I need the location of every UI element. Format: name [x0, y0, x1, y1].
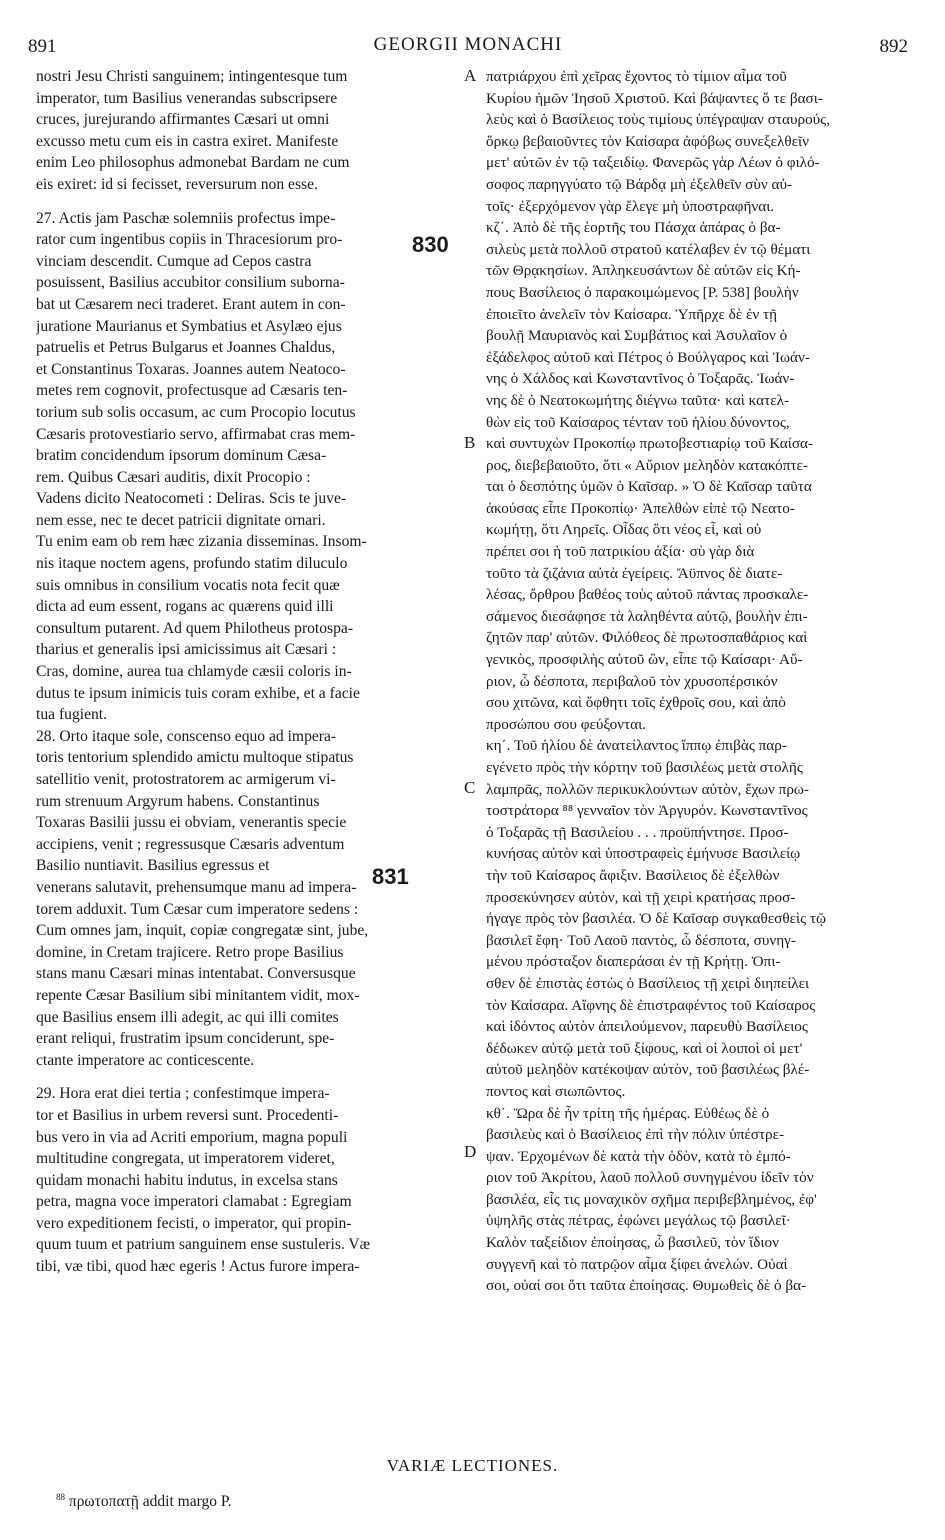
latin-text-line: dicta ad eum essent, rogans ac quærens quid illi — [36, 598, 334, 616]
greek-text-line: λέσας, ὄρθρου βαθέος τοὺς αὐτοῦ πάντας προσκαλε- — [486, 586, 809, 604]
latin-text-line: vinciam descendit. Cumque ad Cepos castra — [36, 252, 312, 270]
latin-text-line: excusso metu cum eis in castra exiret. Manifeste — [36, 132, 339, 150]
latin-text-line: stans manu Cæsari minas intentabat. Conversusque — [36, 965, 356, 983]
latin-text-line: suis omnibus in consilium vocatis nota fecit quæ — [36, 576, 340, 594]
latin-column — [36, 66, 454, 1278]
latin-text-line: multitudine congregata, ut imperatorem videret, — [36, 1150, 335, 1168]
greek-text-line: ὑψηλῆς στὰς πέτρας, ἐφώνει μεγάλως τῷ βασιλεῖ· — [486, 1212, 791, 1230]
latin-text-line: posuissent, Basilius accubitor consilium suborna- — [36, 274, 345, 292]
latin-text-line: Tu enim eam ob rem hæc zizania disseminas. Insom- — [36, 533, 367, 551]
greek-text-line: κθ΄. Ὥρα δὲ ἦν τρίτη τῆς ἡμέρας. Εὐθέως δὲ ὁ — [486, 1104, 770, 1122]
latin-text-line: et Constantinus Toxaras. Joannes autem Neatoco- — [36, 360, 346, 378]
greek-text-line: ριον τοῦ Ἀκρίτου, λαοῦ πολλοῦ συνηγμένου ἰδεῖν τὸν — [486, 1169, 814, 1187]
greek-text-line: σου χιτῶνα, καὶ ὄφθητι τοῖς ἐχθροῖς σου, καὶ ἀπὸ — [486, 694, 786, 712]
latin-text-line: nis itaque noctem agens, profundo statim diluculo — [36, 555, 348, 573]
greek-text-line: βουλῇ Μαυριανὸς καὶ Συμβάτιος καὶ Ἀσυλαῖον ὁ — [486, 327, 788, 345]
latin-text-line: toris tentorium splendido amictu multoque stipatus — [36, 749, 354, 767]
latin-text-line: Cras, domine, aurea tua chlamyde cæsii coloris in- — [36, 663, 352, 681]
greek-text-line: καὶ συντυχὼν Προκοπίῳ πρωτοβεστιαρίῳ τοῦ Καίσα- — [486, 435, 814, 453]
latin-text-line: metes rem cognovit, profectusque ad Cæsaris ten- — [36, 382, 348, 400]
latin-text-line: erant reliqui, frustratim ipsum conciderunt, spe- — [36, 1030, 335, 1048]
latin-text-line: 27. Actis jam Paschæ solemniis profectus impe- — [36, 209, 336, 227]
greek-text-line: προσώπου σου φεύξονται. — [486, 715, 646, 733]
greek-text-line: θὼν εἰς τοῦ Καίσαρος τένταν τοῦ ἡλίου δύνοντος, — [486, 413, 790, 431]
latin-text-line: vero expeditionem fecisti, o imperator, qui propin- — [36, 1214, 352, 1232]
latin-text-line: 29. Hora erat diei tertia ; confestimque impera- — [36, 1085, 330, 1103]
greek-text-line: ἐποιεῖτο ἀνελεῖν τὸν Καίσαρα. Ὑπῆρχε δὲ ἐν τῇ — [486, 305, 778, 323]
footnote — [56, 1492, 232, 1511]
greek-text-line: εγένετο πρὸς τὴν κόρτην τοῦ βασιλέως μετὰ στολῆς — [486, 759, 803, 776]
greek-text-line: σιλεὺς μετὰ πολλοῦ στρατοῦ κατέλαβεν ἐν τῷ θέματι — [486, 240, 811, 258]
greek-text-line: νης δὲ ὁ Νεατοκωμήτης διέγνω ταῦτα· καὶ κατελ- — [486, 391, 790, 409]
greek-text-line: ἀκούσας εἶπε Προκοπίῳ· Ἀπελθὼν εἰπὲ τῷ Νεατο- — [486, 499, 795, 517]
greek-text-line: βασιλεὺς καὶ ὁ Βασίλειος ἐπὶ τὴν πόλιν ὑπέστρε- — [486, 1126, 785, 1144]
greek-text-line: ὁ Τοξαρᾶς τῇ Βασιλείου . . . προϋπήντησε. Προσ- — [486, 823, 789, 841]
greek-text-line: καὶ ἰδόντος αὐτὸν ἀπειλούμενον, παρευθὺ Βασίλειος — [486, 1018, 808, 1036]
greek-text-line: πατριάρχου ἐπὶ χεῖρας ἔχοντος τὸ τίμιον αἷμα τοῦ — [486, 68, 787, 85]
latin-text-line: Basilio nuntiavit. Basilius egressus et — [36, 857, 270, 875]
greek-text-line: αὐτοῦ μεληδὸν κατέκοψαν αὐτὸν, τοῦ βασιλέως βλέ- — [486, 1061, 810, 1079]
greek-text-line: σοι, οὐαί σοι ὅτι ταῦτα ἐποίησας. Θυμωθεὶς δὲ ὁ βα- — [486, 1277, 807, 1295]
latin-text-line: satellitio venit, protostratorem ac armigerum vi- — [36, 771, 336, 788]
greek-text-line: λεὺς καὶ ὁ Βασίλειος τοὺς τιμίους ὑπέγραψαν σταυρούς, — [486, 111, 830, 129]
latin-text-line: tibi, væ tibi, quod hæc egeris ! Actus furore impera- — [36, 1258, 360, 1276]
latin-text-line: eis exiret: id si fecisset, reversurum non esse. — [36, 175, 318, 193]
greek-text-line: κη΄. Τοῦ ἡλίου δὲ ἀνατείλαντος ἵππῳ ἐπιβὰς παρ- — [486, 737, 787, 755]
latin-text-line: quidam monachi habitu indutus, in excelsa stans — [36, 1171, 338, 1189]
footnote-number: 88 — [56, 1492, 65, 1502]
latin-text-line: tua fugient. — [36, 706, 108, 724]
latin-text-line: nostri Jesu Christi sanguinem; intingentesque tum — [36, 68, 348, 85]
latin-text-line: repente Cæsar Basilium sibi minitantem vidit, mox- — [36, 986, 360, 1004]
margin-letters — [454, 66, 486, 1446]
greek-text-line: τὴν τοῦ Καίσαρος ἄφιξιν. Βασίλειος δὲ ἐξελθὼν — [486, 866, 780, 884]
latin-text-line: dutus te ipsum inimicis tuis coram exhibe, et a facie — [36, 684, 360, 702]
margin-letter-c: C — [464, 778, 476, 797]
greek-text-line: ήγαγε πρὸς τὸν βασιλέα. Ὁ δὲ Καῖσαρ συγκαθεσθεὶς τῷ — [486, 910, 826, 928]
greek-text-line: τῶν Θρᾳκησίων. Ἀπληκευσάντων δὲ αὐτῶν εἰς Κή- — [486, 262, 801, 280]
latin-text-line: quum tuum et patrium sanguinem ense sustuleris. Væ — [36, 1236, 371, 1254]
greek-text-line: Κυρίου ἡμῶν Ἰησοῦ Χριστοῦ. Καὶ βάψαντες ὅ τε βασι- — [486, 89, 823, 107]
latin-text-line: tor et Basilius in urbem reversi sunt. Procedenti- — [36, 1106, 339, 1124]
greek-text-line: ψαν. Ἐρχομένων δὲ κατὰ τὴν ὁδὸν, κατὰ τὸ ἐμπό- — [486, 1147, 791, 1165]
latin-text-line: rator cum ingentibus copiis in Thracesiorum pro- — [36, 231, 343, 249]
footnote-text: πρωτοπατῇ addit margo P. — [68, 1493, 232, 1511]
latin-text-line: nem esse, nec te decet patricii dignitate ornari. — [36, 511, 326, 529]
greek-text-line: σάμενος διεσάφησε τὰ λαληθέντα αὐτῷ, βουλὴν ἐπι- — [486, 607, 808, 625]
latin-text-line: domine, in Cretam trajicere. Retro prope Basilius — [36, 943, 344, 961]
greek-text-line: μετ' αὐτῶν ἐν τῷ ταξειδίῳ. Φανερῶς γὰρ Λέων ὁ φιλό- — [486, 154, 820, 172]
latin-text-line — [36, 196, 454, 208]
latin-text-line: que Basilius ensem illi adegit, ac qui illi comites — [36, 1008, 339, 1026]
greek-text-line: τοῖς· ἐξερχόμενον γὰρ ἔλεγε μὴ ὑποστραφῆναι. — [486, 197, 775, 215]
latin-text-line: ctante imperatore ac conticescente. — [36, 1051, 255, 1069]
greek-text-line: βασιλέα, εἷς τις μοναχικὸν σχῆμα περιβεβλημένος, ἐφ' — [486, 1190, 817, 1208]
page-header — [28, 30, 908, 66]
latin-text-line: juratione Maurianus et Symbatius et Asylæo ejus — [36, 317, 342, 335]
latin-text-line: patruelis et Petrus Bulgarus et Joannes Chaldus, — [36, 339, 336, 357]
margin-letter-a: A — [464, 66, 477, 85]
latin-text-line: Vadens dicito Neatocometi : Deliras. Scis te juve- — [36, 490, 347, 508]
latin-text-line: cruces, jurejurando affirmantes Cæsari ut omni — [36, 111, 330, 129]
latin-text-line: petra, magna voce imperatori clamabat : Egregiam — [36, 1193, 352, 1211]
greek-text-line: λαμπρᾶς, πολλῶν περικυκλούντων αὐτὸν, ἔχων πρω- — [486, 780, 809, 798]
greek-text-line: γενικὸς, προσφιλὴς αὐτοῦ ὢν, εἶπε τῷ Καίσαρι· Αὔ- — [486, 651, 803, 669]
latin-text-line: bat ut Cæsarem neci traderet. Erant autem in con- — [36, 295, 346, 313]
greek-text-line: ὅρκῳ βεβαιοῦντες τὸν Καίσαρα ἀφόβως συνεξελθεῖν — [486, 132, 809, 150]
page-number-right: 892 — [879, 36, 908, 57]
latin-text-line: rem. Quibus Cæsari auditis, dixit Procopio : — [36, 468, 311, 486]
page-number-left: 891 — [28, 36, 57, 57]
latin-text-line: bratim concidendum ipsorum dominum Cæsa- — [36, 447, 327, 465]
greek-text-line: νης ὁ Χάλδος καὶ Κωνσταντῖνος ὁ Τοξαρᾶς. Ἰωάν- — [486, 370, 795, 388]
latin-text-line: rum strenuum Argyrum habens. Constantinus — [36, 792, 320, 810]
latin-text-line: imperator, tum Basilius venerandas subscripsere — [36, 89, 338, 107]
latin-text-line: accipiens, venit ; regressusque Cæsaris adventum — [36, 835, 345, 853]
greek-text-line: τὸν Καίσαρα. Αἴφνης δὲ ἐπιστραφέντος τοῦ Καίσαρος — [486, 996, 816, 1014]
greek-text-line: ριον, ὦ δέσποτα, περιβαλοῦ τὸν χρυσοπέρσικόν — [486, 672, 778, 690]
latin-text-line — [36, 1071, 454, 1083]
latin-text-line: tharius et generalis ipsi amicissimus ait Cæsari : — [36, 641, 337, 659]
greek-text-line: τοῦτο τὰ ζιζάνια αὐτὰ ἐγείρεις. Ἄϋπνος δὲ διατε- — [486, 564, 783, 582]
greek-text-line: συγγενῆ καὶ τὸ πατρῷον αἷμα ξίφει ἀνελών. Οὐαί — [486, 1255, 788, 1273]
latin-text-line: 28. Orto itaque sole, conscenso equo ad impera- — [36, 727, 337, 745]
column-number-831: 831 — [372, 864, 409, 889]
greek-text-line: πους Βασίλειος ὁ παρακοιμώμενος [P. 538] βουλὴν — [486, 283, 799, 301]
greek-text-line: σοφος παρηγγύατο τῷ Βάρδᾳ μὴ ἐξελθεῖν σὺν αὐ- — [486, 175, 793, 193]
greek-text-line: μένου πρόσταξον διαπεράσαι ἐν τῇ Κρήτῃ. Ὀπι- — [486, 953, 781, 971]
greek-text-line: ποντος καὶ σιωπῶντος. — [486, 1082, 626, 1100]
variae-lectiones-heading: VARIÆ LECTIONES. — [386, 1456, 559, 1475]
greek-text-line: βασιλεῖ ἔφη· Τοῦ Λαοῦ παντὸς, ὦ δέσποτα, συνηγ- — [486, 931, 796, 949]
greek-text-line: δέδωκεν αὐτῷ μετὰ τοῦ ξίφους, καὶ οἱ λοιποὶ οἱ μετ' — [486, 1039, 803, 1057]
greek-text-line: προσεκύνησεν αὐτὸν, καὶ τῇ χειρὶ κρατήσας προσ- — [486, 888, 796, 906]
margin-letter-b: B — [464, 433, 476, 452]
greek-text-line: σθεν δὲ ἐπιστὰς ἑστὼς ὁ Βασίλειος τῇ χειρὶ διηπείλει — [486, 974, 810, 992]
column-number-830: 830 — [412, 232, 449, 257]
latin-text-line: venerans salutavit, prehensumque manu ad impera- — [36, 878, 357, 896]
greek-text-line: τοστράτορα ⁸⁸ γενναῖον τὸν Ἀργυρόν. Κωνσταντῖνος — [486, 802, 808, 820]
running-title: GEORGII MONACHI — [373, 34, 563, 55]
latin-text-line: enim Leo philosophus admonebat Bardam ne cum — [36, 154, 350, 172]
greek-text-line: ζητῶν παρ' αὐτῶν. Φιλόθεος δὲ πρωτοσπαθάριος καὶ — [486, 629, 808, 647]
greek-column — [486, 66, 908, 1297]
latin-text-line: Cum omnes jam, inquit, copiæ congregatæ sint, jube, — [36, 922, 369, 940]
greek-text-line: κυνήσας αὐτὸν καὶ ὑποστραφεὶς ἐμήνυσε Βασιλείῳ — [486, 845, 801, 863]
latin-text-line: bus vero in via ad Acriti emporium, magna populi — [36, 1128, 348, 1146]
greek-text-line: ρος, διεβεβαιοῦτο, ὅτι « Αὔριον μεληδὸν κατακόπτε- — [486, 456, 808, 474]
greek-text-line: Καλὸν ταξείδιον ἐποίησας, ὦ βασιλεῦ, τὸν ἴδιον — [486, 1234, 779, 1252]
margin-letter-d: D — [464, 1142, 477, 1161]
greek-text-line: ται ὁ δεσπότης ὑμῶν ὁ Καῖσαρ. » Ὁ δὲ Καῖσαρ ταῦτα — [486, 478, 812, 496]
greek-text-line: κζ΄. Ἀπὸ δὲ τῆς ἑορτῆς του Πάσχα ἀπάρας ὁ βα- — [486, 219, 781, 237]
greek-text-line: κωμήτῃ, ὅτι Ληρεῖς. Οἶδας ὅτι νέος εἶ, καὶ οὐ — [486, 521, 762, 539]
latin-text-line: torem adduxit. Tum Cæsar cum imperatore sedens : — [36, 900, 359, 918]
greek-text-line: πρέπει σοι ἡ τοῦ πατρικίου ἀξία· σὺ γὰρ διὰ — [486, 543, 755, 561]
latin-text-line: Toxaras Basilii jussu ei obviam, venerantis specie — [36, 814, 347, 832]
latin-text-line: Cæsaris protovestiario servo, affirmabat cras mem- — [36, 425, 356, 443]
latin-text-line: consultum putarent. Ad quem Philotheus protospa- — [36, 619, 354, 637]
greek-text-line: ἐξάδελφος αὐτοῦ καὶ Πέτρος ὁ Βούλγαρος καὶ Ἰωάν- — [486, 348, 810, 366]
latin-text-line: torium sub solis occasum, ac cum Procopio locutus — [36, 403, 356, 421]
